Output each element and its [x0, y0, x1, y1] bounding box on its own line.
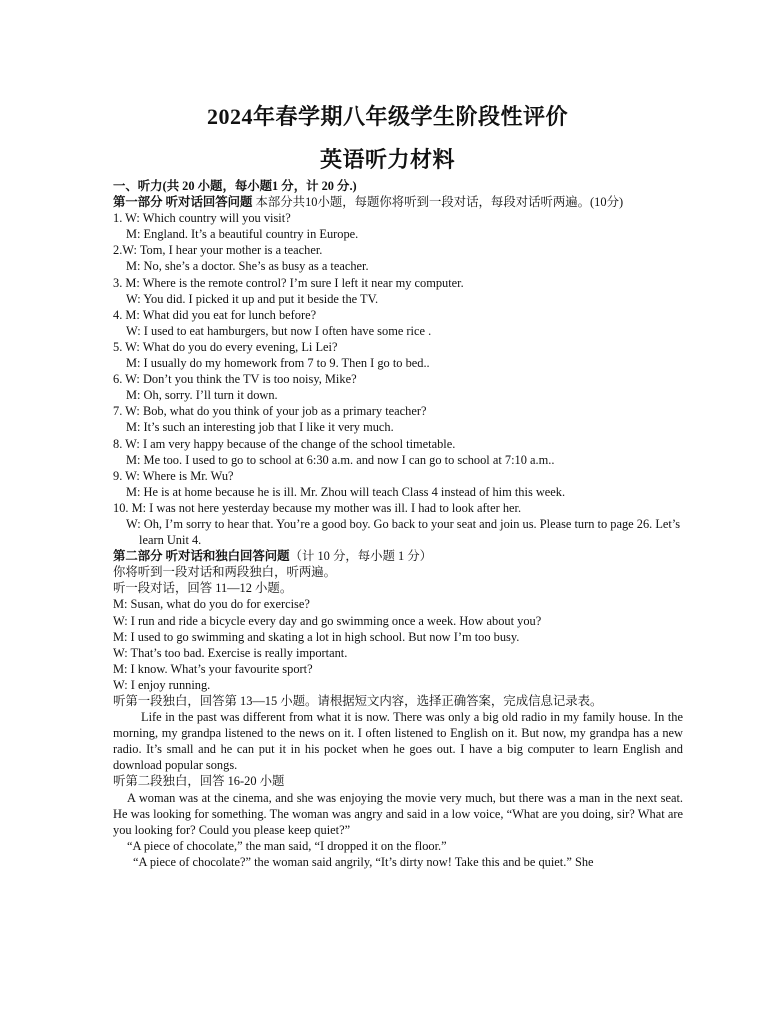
dialog-10-line-1: 10. M: I was not here yesterday because my mother was ill. I had to look after her. — [113, 500, 522, 515]
dialog-9-line-1: 9. W: Where is Mr. Wu? — [113, 468, 234, 483]
monologue-2-intro: 听第二段独白，回答 16-20 小题 — [113, 774, 285, 789]
monologue-1-intro: 听第一段独白，回答第 13—15 小题。请根据短文内容，选择正确答案，完成信息记录表。 — [113, 694, 603, 708]
dialog-3-line-2: W: You did. I picked it up and put it beside the TV. — [126, 291, 379, 306]
dialog-1-line-2: M: England. It’s a beautiful country in Europe. — [126, 227, 359, 242]
document-body — [113, 178, 683, 870]
part1-heading-bold: 第一部分 听对话回答问题 — [113, 195, 253, 210]
dialog-2-line-1: 2.W: Tom, I hear your mother is a teacher. — [113, 243, 323, 258]
dialog-10-line-2: W: Oh, I’m sorry to hear that. You’re a good boy. Go back to your seat and join us. Please turn to page 26. Let’s learn Unit 4. — [126, 516, 681, 548]
monologue-2-paragraph-3: “A piece of chocolate?” the woman said angrily, “It’s dirty now! Take this and be quiet.” She — [133, 854, 594, 869]
section1-heading: 一、听力(共 20 小题，每小题1 分，计 20 分.) — [113, 179, 357, 193]
part1-heading-rest: 本部分共10小题，每题你将听到一段对话，每段对话听两遍。(10分) — [252, 195, 624, 210]
dialog-2-line-2: M: No, she’s a doctor. She’s as busy as a teacher. — [126, 259, 369, 274]
document-subtitle: 英语听力材料 — [319, 147, 455, 172]
dialog-6-line-1: 6. W: Don’t you think the TV is too noisy, Mike? — [113, 372, 357, 387]
dialog-7-line-1: 7. W: Bob, what do you think of your job as a primary teacher? — [113, 404, 427, 419]
dialog-4-line-2: W: I used to eat hamburgers, but now I often have some rice . — [126, 323, 432, 338]
dialog-8-line-1: 8. W: I am very happy because of the change of the school timetable. — [113, 436, 456, 451]
monologue-2-paragraph-2: “A piece of chocolate,” the man said, “I dropped it on the floor.” — [127, 838, 447, 853]
part2-heading — [113, 548, 683, 564]
dialog-3-line-1: 3. M: Where is the remote control? I’m sure I left it near my computer. — [113, 275, 464, 290]
dialog-5-line-1: 5. W: What do you do every evening, Li Lei? — [113, 339, 338, 354]
dialog-9-line-2: M: He is at home because he is ill. Mr. Zhou will teach Class 4 instead of him this week. — [126, 484, 566, 499]
dialog-intro: 听一段对话，回答 11—12 小题。 — [113, 581, 293, 596]
monologue-2-paragraph-1: A woman was at the cinema, and she was enjoying the movie very much, but there was a man in the next seat. He was looking for something. The woman was angry and said in a low voice, “What are you doing, sir? What are you looking for? Could you please keep quiet?” — [113, 790, 683, 837]
exercise-dialog-line: M: I know. What’s your favourite sport? — [113, 661, 313, 676]
monologue-1-text: Life in the past was different from what it is now. There was only a big old radio in my family house. In the morning, my grandpa listened to the news on it. I often listened to English on it. But now, my grandpa has a new radio. It’s small and he can put it in his pocket when he goes out. I have a big computer to learn English and download popular songs. — [113, 710, 683, 773]
exercise-dialog-line: W: I enjoy running. — [113, 677, 211, 692]
exercise-dialog-line: W: That’s too bad. Exercise is really important. — [113, 645, 348, 660]
dialog-1-line-1: 1. W: Which country will you visit? — [113, 211, 291, 226]
part2-intro: 你将听到一段对话和两段独白，听两遍。 — [113, 565, 337, 580]
part1-heading — [113, 194, 683, 210]
dialog-6-line-2: M: Oh, sorry. I’ll turn it down. — [126, 388, 278, 403]
part2-heading-rest: （计 10 分，每小题 1 分） — [289, 549, 433, 564]
exercise-dialog-line: M: Susan, what do you do for exercise? — [113, 597, 310, 612]
exercise-dialog-line: W: I run and ride a bicycle every day and go swimming once a week. How about you? — [113, 613, 542, 628]
dialog-8-line-2: M: Me too. I used to go to school at 6:30 a.m. and now I can go to school at 7:10 a.m.. — [126, 452, 555, 467]
exercise-dialog-line: M: I used to go swimming and skating a lot in high school. But now I’m too busy. — [113, 629, 520, 644]
part2-heading-bold: 第二部分 听对话和独白回答问题 — [113, 549, 290, 564]
dialog-5-line-2: M: I usually do my homework from 7 to 9. Then I go to bed.. — [126, 356, 430, 371]
dialog-7-line-2: M: It’s such an interesting job that I like it very much. — [126, 420, 394, 435]
dialog-4-line-1: 4. M: What did you eat for lunch before? — [113, 307, 317, 322]
document-title: 2024年春学期八年级学生阶段性评价 — [206, 104, 568, 129]
